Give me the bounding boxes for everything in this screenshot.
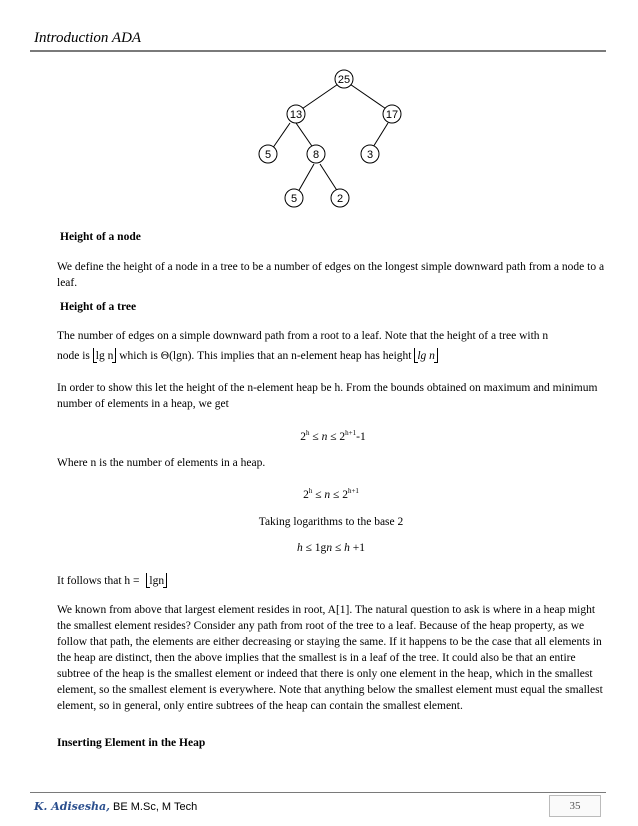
floor-lg-n-2 (414, 348, 438, 364)
tree-node-label: 5 (264, 149, 272, 161)
tree-node-label: 13 (289, 109, 303, 121)
paragraph-tree-line1: The number of edges on a simple downward path from a root to a leaf. Note that the height of a tree with n (57, 330, 549, 342)
heading-height-of-node: Height of a node (60, 231, 141, 243)
equation-log: h ≤ 1gn ≤ h +1 (297, 542, 365, 554)
heading-height-of-tree: Height of a tree (60, 301, 137, 313)
author-name: K. Adisesha, (34, 800, 110, 813)
tree-node-label: 17 (385, 109, 399, 121)
tree-node-label: 5 (290, 193, 298, 205)
header-divider (30, 50, 606, 52)
paragraph-where: Where n is the number of elements in a heap. (57, 457, 266, 469)
floor-lgn (146, 573, 167, 589)
footer-author (34, 800, 197, 813)
tree-node-label: 8 (312, 149, 320, 161)
paragraph-height-of-node: We define the height of a node in a tree to be a number of edges on the longest simple downward path from a node to a leaf. (57, 261, 605, 289)
text-logarithms: Taking logarithms to the base 2 (258, 516, 404, 528)
text-which-is: which is (119, 350, 158, 362)
paragraph-bounds: In order to show this let the height of the n-element heap be h. From the bounds obtained on maximum and minimum number of elements in a heap, we get (57, 382, 598, 410)
floor-content: lgn (149, 575, 165, 587)
floor-content: lg n (417, 350, 435, 362)
text-follows: It follows that h = (57, 575, 140, 587)
paragraph-tree-line2 (57, 348, 605, 364)
paragraph-smallest-element: We known from above that largest element resides in root, A[1]. The natural question to ask is where in a heap might the smallest element resides? Consider any path from root of the tree to a leaf. Because of the heap property, as we follow that path, the elements are either decreasing or staying the same. If it happens to be the case that all elements in the heap are distinct, then the above implies that the smallest is in a leaf of the tree. It could also be that an entire subtree of the heap is the smallest element or indeed that there is only one element in the heap, which in the smallest element, so the smallest element is everywhere. Note that anything below the smallest element must equal the smallest element, so in general, only entire subtrees of the heap can contain the smallest element. (57, 604, 603, 712)
author-degree: BE M.Sc, M Tech (113, 801, 198, 813)
paragraph-follows (57, 573, 605, 589)
text-theta: Θ(lgn). This implies that an n-element heap has height (160, 350, 412, 362)
heap-tree-diagram (250, 68, 410, 212)
floor-lg-n (93, 348, 117, 364)
tree-node-label: 3 (366, 149, 374, 161)
floor-content: lg n (95, 350, 114, 362)
page-number: 35 (549, 795, 601, 817)
footer-divider (30, 792, 606, 793)
tree-node-label: 2 (336, 193, 344, 205)
equation-bounds-2: $2^h \le n \le 2^{h+1}$ (303, 487, 359, 501)
heading-inserting-element: Inserting Element in the Heap (57, 737, 206, 749)
header-title: Introduction ADA (34, 30, 142, 46)
equation-bounds-1: $2^h \le n \le 2^{h+1}-1$ (300, 429, 366, 443)
text-node-is: node is (57, 350, 90, 362)
tree-node-label: 25 (337, 74, 351, 86)
